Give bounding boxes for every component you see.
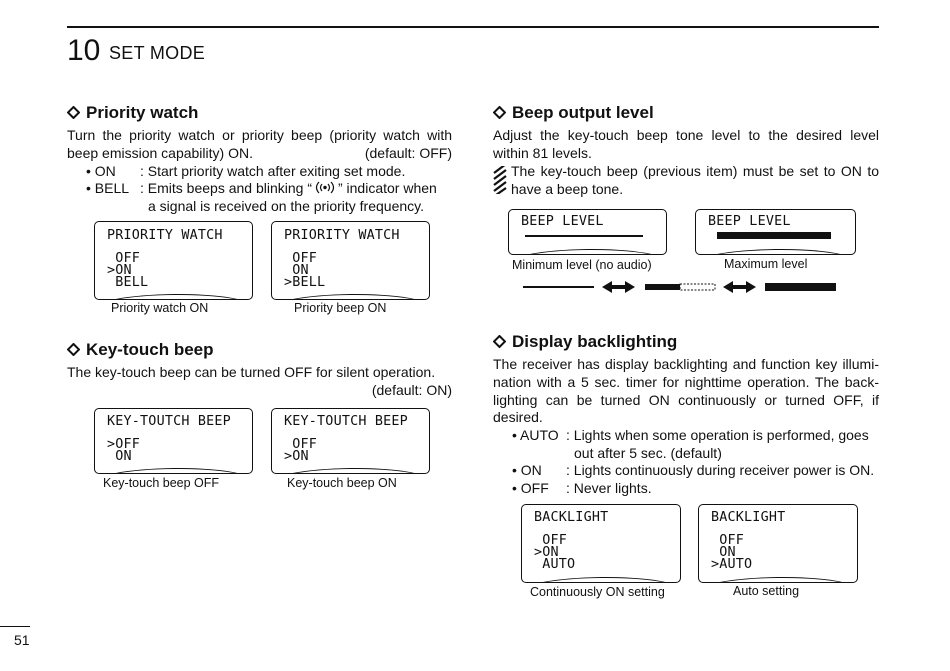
backlighting-para-line: nation with a 5 sec. timer for nighttime operation. The back- (493, 374, 879, 390)
key-touch-beep-para: The key-touch beep can be turned OFF for silent operation. (67, 364, 436, 380)
priority-watch-item-on-key: • ON (86, 163, 116, 179)
lcd-line: ON (284, 263, 309, 278)
lcd-title: KEY-TOUTCH BEEP (107, 414, 231, 429)
diamond-icon (493, 335, 506, 348)
diamond-icon (67, 343, 80, 356)
backlighting-para-line: The receiver has display backlighting and function key illumi- (493, 356, 879, 372)
lcd-line: >ON (107, 263, 132, 278)
beep-output-level-heading (493, 103, 654, 123)
priority-watch-item-on-desc: : Start priority watch after exiting set mode. (140, 163, 406, 179)
lcd-line: ON (711, 545, 736, 560)
beep-output-level-title: Beep output level (512, 103, 654, 122)
display-backlighting-heading (493, 332, 677, 352)
backlighting-item-on-key: • ON (512, 462, 542, 478)
lcd-title: PRIORITY WATCH (107, 228, 223, 243)
backlighting-item-auto-desc2: out after 5 sec. (default) (574, 445, 722, 461)
range-max-bar (765, 283, 836, 291)
lcd-line: >OFF (107, 437, 141, 452)
backlighting-item-on-desc: : Lights continuously during receiver power is ON. (566, 462, 875, 478)
diamond-icon (67, 106, 80, 119)
lcd-title: BACKLIGHT (711, 510, 786, 525)
caption-beep-level-min: Minimum level (no audio) (512, 258, 652, 272)
lcd-beep-level-min (508, 209, 667, 255)
lcd-title: BACKLIGHT (534, 510, 609, 525)
lcd-title: BEEP LEVEL (708, 214, 791, 229)
priority-watch-para-line2: beep emission capability) ON. (67, 145, 253, 161)
backlighting-item-auto-key: • AUTO (512, 427, 559, 443)
lcd-line: AUTO (534, 557, 576, 572)
double-arrow-icon (723, 281, 756, 293)
beep-output-para-line2: within 81 levels. (493, 145, 592, 161)
lcd-beep-level-max (695, 209, 856, 255)
range-mid-dashed (680, 284, 715, 290)
caption-priority-watch-on: Priority watch ON (111, 301, 209, 315)
priority-watch-para-line1: Turn the priority watch or priority beep (priority watch with (67, 127, 452, 143)
backlighting-item-off-key: • OFF (512, 480, 549, 496)
lcd-line: >AUTO (711, 557, 753, 572)
caption-key-touch-beep-on: Key-touch beep ON (287, 476, 397, 490)
beep-output-note-line1: The key-touch beep (previous item) must be set to ON to (511, 163, 879, 179)
lcd-title: BEEP LEVEL (521, 214, 604, 229)
priority-watch-heading (67, 103, 198, 123)
priority-watch-title: Priority watch (86, 103, 199, 122)
lcd-line: ON (107, 449, 132, 464)
lcd-priority-beep-on (271, 221, 430, 300)
backlighting-item-auto-desc: : Lights when some operation is performed, goes (566, 427, 869, 443)
priority-watch-default: (default: OFF) (364, 145, 452, 161)
level-bar-max (717, 232, 831, 239)
level-range-diagram (520, 278, 840, 298)
caption-priority-beep-on: Priority beep ON (294, 301, 387, 315)
diamond-icon (493, 106, 506, 119)
lcd-line: OFF (711, 533, 745, 548)
priority-watch-item-bell-desc (140, 180, 437, 198)
key-touch-beep-title: Key-touch beep (86, 340, 214, 359)
display-backlighting-title: Display backlighting (512, 332, 678, 351)
header-rule (67, 26, 879, 28)
backlighting-para-line: lighting can be turned ON continuously or turned OFF, if (493, 392, 879, 408)
key-touch-beep-heading (67, 340, 214, 360)
caption-backlight-on: Continuously ON setting (530, 585, 665, 599)
bell-indicator-icon (312, 181, 338, 194)
caption-beep-level-max: Maximum level (724, 257, 808, 271)
lcd-key-touch-beep-on (271, 408, 430, 474)
beep-output-note-line2: have a beep tone. (511, 181, 624, 197)
lcd-line: >BELL (284, 275, 326, 290)
bell-desc-post: ” indicator when (337, 180, 437, 196)
level-bar-min (525, 235, 643, 237)
lcd-line: >ON (284, 449, 309, 464)
range-min-line (523, 286, 594, 288)
chapter-number: 10 (67, 34, 101, 67)
lcd-priority-watch-on (94, 221, 253, 300)
lcd-title: KEY-TOUTCH BEEP (284, 414, 408, 429)
priority-watch-item-bell-key: • BELL (86, 180, 130, 196)
note-hatch-icon (493, 166, 507, 194)
page-number-rule (0, 626, 30, 627)
lcd-line: >ON (534, 545, 559, 560)
lcd-backlight-auto (698, 504, 858, 583)
bell-desc-pre: : Emits beeps and blinking “ (140, 180, 312, 196)
lcd-backlight-on (521, 504, 681, 583)
lcd-line: BELL (107, 275, 149, 290)
priority-watch-item-bell-desc2: a signal is received on the priority frequency. (148, 198, 424, 214)
double-arrow-icon (602, 281, 635, 293)
chapter-title: SET MODE (109, 43, 206, 63)
lcd-line: OFF (284, 251, 318, 266)
lcd-line: OFF (534, 533, 568, 548)
backlighting-para-last: desired. (493, 409, 543, 425)
lcd-line: OFF (284, 437, 318, 452)
beep-output-para-line1: Adjust the key-touch beep tone level to the desired level (493, 127, 879, 143)
caption-backlight-auto: Auto setting (733, 584, 800, 598)
backlighting-item-off-desc: : Never lights. (566, 480, 652, 496)
page-number: 51 (14, 632, 30, 648)
lcd-line: OFF (107, 251, 141, 266)
key-touch-beep-default: (default: ON) (371, 382, 452, 398)
lcd-title: PRIORITY WATCH (284, 228, 400, 243)
caption-key-touch-beep-off: Key-touch beep OFF (103, 476, 220, 490)
lcd-key-touch-beep-off (94, 408, 253, 474)
range-mid-bar (645, 284, 680, 290)
